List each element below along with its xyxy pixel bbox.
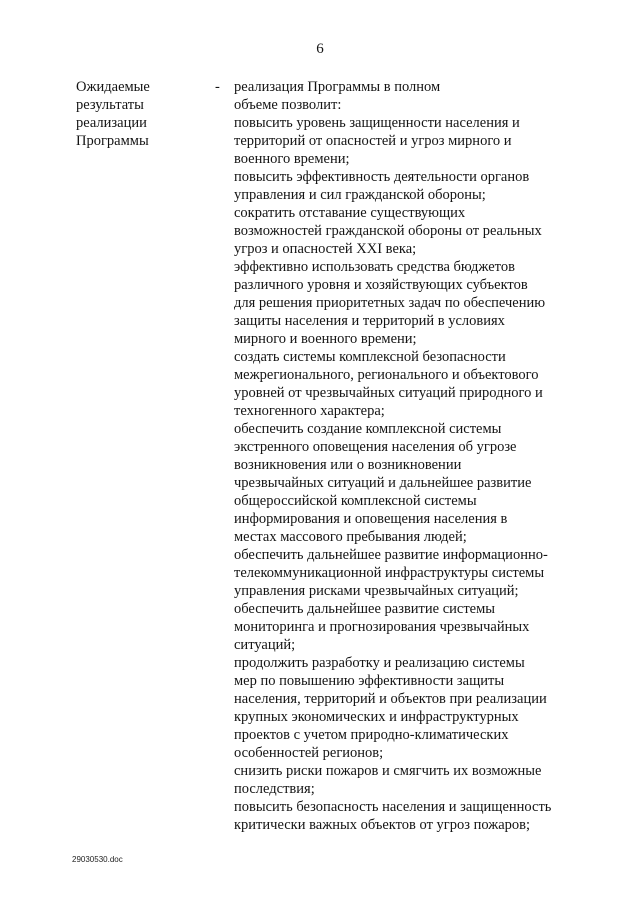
content-line: общероссийской комплексной системы (234, 493, 477, 509)
label-dash: - (215, 79, 220, 95)
content-line: повысить уровень защищенности населения и (234, 115, 520, 131)
content-line: крупных экономических и инфраструктурных (234, 709, 519, 725)
content-line: для решения приоритетных задач по обеспечению (234, 295, 546, 311)
content-line: возможностей гражданской обороны от реальных (234, 223, 542, 239)
content-line: критически важных объектов от угроз пожаров; (234, 817, 531, 833)
content-line: обеспечить создание комплексной системы (234, 421, 502, 437)
content-line: эффективно использовать средства бюджетов (234, 259, 515, 275)
content-line: различного уровня и хозяйствующих субъектов (234, 277, 528, 293)
content-line: проектов с учетом природно-климатических (234, 727, 509, 743)
content-line: населения, территорий и объектов при реализации (234, 691, 547, 707)
content-line: мониторинга и прогнозирования чрезвычайных (234, 619, 530, 635)
section-label-line: результаты (76, 97, 144, 113)
content-line: информирования и оповещения населения в (234, 511, 508, 527)
content-line: угроз и опасностей XXI века; (234, 241, 417, 257)
content-line: обеспечить дальнейшее развитие информационно- (234, 547, 548, 563)
content-line: управления и сил гражданской обороны; (234, 187, 486, 203)
content-line: межрегионального, регионального и объектового (234, 367, 539, 383)
content-line: защиты населения и территорий в условиях (234, 313, 505, 329)
content-line: объеме позволит: (234, 97, 342, 113)
content-line: экстренного оповещения населения об угрозе (234, 439, 517, 455)
content-line: мер по повышению эффективности защиты (234, 673, 505, 689)
page-number: 6 (316, 41, 324, 57)
section-label-line: Программы (76, 133, 149, 149)
content-line: сократить отставание существующих (234, 205, 466, 221)
content-line: местах массового пребывания людей; (234, 529, 467, 545)
section-label-line: Ожидаемые (76, 79, 150, 95)
content-line: управления рисками чрезвычайных ситуаций; (234, 583, 519, 599)
section-label-line: реализации (76, 115, 147, 131)
content-line: обеспечить дальнейшее развитие системы (234, 601, 496, 617)
section-label (76, 78, 206, 150)
content-line: возникновения или о возникновении (234, 457, 462, 473)
content-line: военного времени; (234, 151, 350, 167)
content-line: особенностей регионов; (234, 745, 384, 761)
content-line: мирного и военного времени; (234, 331, 417, 347)
content-line: повысить эффективность деятельности органов (234, 169, 530, 185)
content-line: создать системы комплексной безопасности (234, 349, 506, 365)
content-line: продолжить разработку и реализацию системы (234, 655, 525, 671)
content-line: уровней от чрезвычайных ситуаций природного и (234, 385, 543, 401)
content-line: ситуаций; (234, 637, 296, 653)
content-line: техногенного характера; (234, 403, 385, 419)
content-line: последствия; (234, 781, 315, 797)
content-line: чрезвычайных ситуаций и дальнейшее развитие (234, 475, 532, 491)
content-line: реализация Программы в полном (234, 79, 441, 95)
section-content (234, 78, 574, 834)
content-line: территорий от опасностей и угроз мирного и (234, 133, 512, 149)
content-line: повысить безопасность населения и защищенность (234, 799, 552, 815)
content-line: телекоммуникационной инфраструктуры системы (234, 565, 545, 581)
footer-filename: 29030530.doc (72, 855, 123, 864)
content-line: снизить риски пожаров и смягчить их возможные (234, 763, 542, 779)
